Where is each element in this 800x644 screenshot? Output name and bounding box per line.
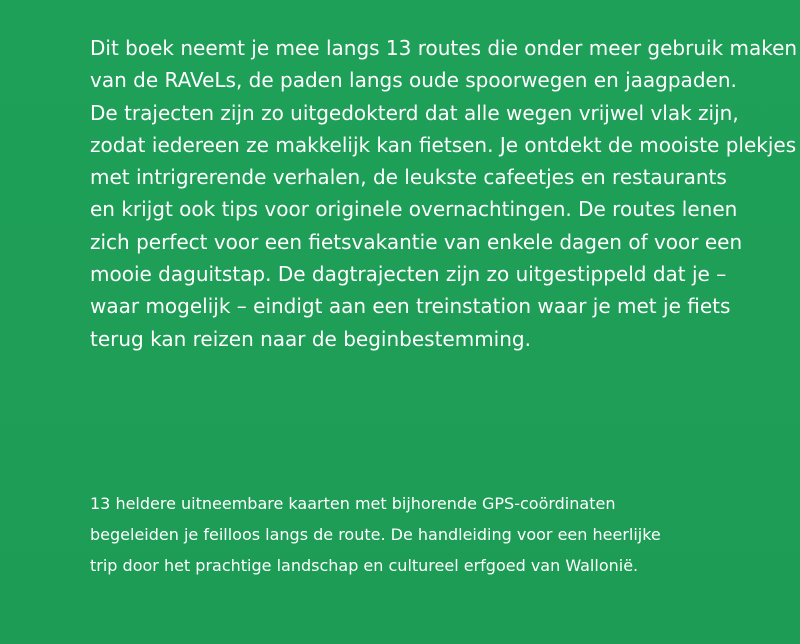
main-paragraph-line: zich perfect voor een fietsvakantie van enkele dagen of voor een bbox=[90, 229, 743, 254]
main-paragraph bbox=[90, 32, 797, 355]
secondary-paragraph-line: begeleiden je feilloos langs de route. De handleiding voor een heerlijke bbox=[90, 525, 661, 544]
main-paragraph-line: mooie daguitstap. De dagtrajecten zijn zo uitgestippeld dat je – bbox=[90, 262, 727, 287]
main-paragraph-line: terug kan reizen naar de beginbestemming. bbox=[90, 326, 531, 351]
main-paragraph-line: met intrigrerende verhalen, de leukste cafeetjes en restaurants bbox=[90, 165, 727, 190]
main-paragraph-line: en krijgt ook tips voor originele overnachtingen. De routes lenen bbox=[90, 197, 738, 222]
secondary-paragraph-line: 13 heldere uitneembare kaarten met bijhorende GPS-coördinaten bbox=[90, 494, 616, 513]
main-paragraph-line: De trajecten zijn zo uitgedokterd dat alle wegen vrijwel vlak zijn, bbox=[90, 100, 739, 125]
secondary-paragraph bbox=[90, 488, 661, 581]
secondary-paragraph-line: trip door het prachtige landschap en cultureel erfgoed van Wallonië. bbox=[90, 556, 639, 575]
main-paragraph-line: Dit boek neemt je mee langs 13 routes die onder meer gebruik maken bbox=[90, 36, 798, 60]
main-paragraph-line: van de RAVeLs, de paden langs oude spoorwegen en jaagpaden. bbox=[90, 68, 737, 93]
main-paragraph-line: zodat iedereen ze makkelijk kan fietsen. Je ontdekt de mooiste plekjes bbox=[90, 132, 797, 157]
main-paragraph-line: waar mogelijk – eindigt aan een treinstation waar je met je fiets bbox=[90, 294, 731, 319]
